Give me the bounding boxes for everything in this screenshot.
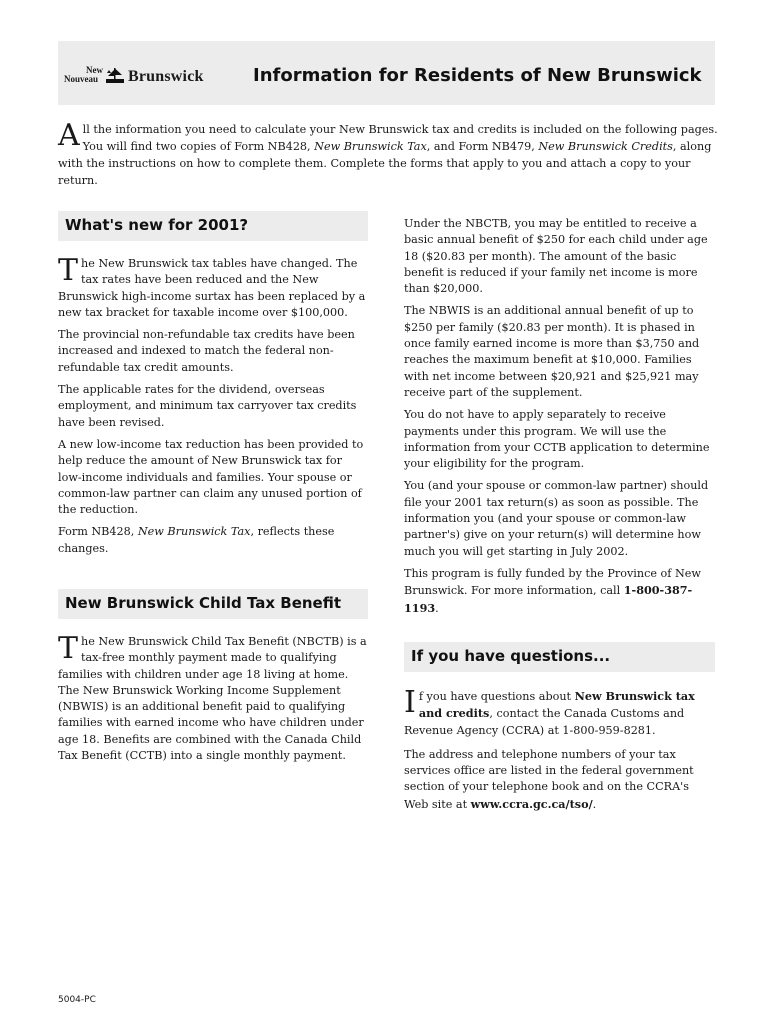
intro-form-name-2: New Brunswick Credits <box>538 140 673 153</box>
section-header-questions <box>404 642 715 672</box>
whats-new-paragraph-5 <box>58 524 368 557</box>
section-header-child-benefit <box>58 589 368 619</box>
questions-bold-topic: New Brunswick tax and credits <box>418 689 695 721</box>
intro-text-1: ll the information you need to calculate your New Brunswick tax and credits is included on the following pages. You will find two copies of Form NB428, <box>82 123 718 153</box>
intro-text-2: , and Form NB479, <box>426 140 539 153</box>
right-column-benefit-details <box>404 216 716 623</box>
benefit-phone-number: 1-800-387-1193 <box>404 583 693 615</box>
questions-section <box>404 685 716 819</box>
whats-new-paragraph-4: A new low-income tax reduction has been provided to help reduce the amount of New Brunswick tax for low-income individuals and families. Your spouse or common-law partner can claim any unused portion of the reduction. <box>58 437 364 517</box>
section-title-whats-new: What's new for 2001? <box>65 216 249 234</box>
benefit-paragraph-5 <box>404 566 716 617</box>
intro-form-name-1: New Brunswick Tax <box>314 140 427 153</box>
child-benefit-paragraph-1 <box>58 631 368 764</box>
intro-text-3: , along with the instructions on how to complete them. Complete the forms that apply to you and attach a copy to your return. <box>58 140 712 187</box>
questions-text-1a: f you have questions about <box>418 690 575 703</box>
whats-new-text-1: he New Brunswick tax tables have changed. The tax rates have been reduced and the New Brunswick high-income surtax has been replaced by a new tax bracket for taxable income over $100,000. <box>58 257 366 319</box>
logo-brunswick-text: Brunswick <box>128 68 204 85</box>
logo-new-text: New <box>86 65 103 75</box>
whats-new-form-name: New Brunswick Tax <box>137 525 251 539</box>
whats-new-paragraph-1 <box>58 253 368 321</box>
page-header <box>58 41 715 105</box>
ccra-website-link[interactable]: www.ccra.gc.ca/tso/ <box>470 796 593 811</box>
intro-paragraph <box>58 118 718 189</box>
whats-new-text-5b: , reflects these changes. <box>58 525 335 555</box>
child-benefit-section <box>58 631 368 770</box>
whats-new-text-5a: Form NB428, <box>58 525 138 539</box>
whats-new-paragraph-2: The provincial non-refundable tax credits have been increased and indexed to match the federal non-refundable tax credit amounts. <box>58 328 355 374</box>
questions-text-1b: , contact the Canada Customs and Revenue Agency (CCRA) at 1-800-959-8281. <box>404 707 685 737</box>
questions-paragraph-1 <box>404 685 716 739</box>
questions-text-2a: The address and telephone numbers of your tax services office are listed in the federal government section of your telephone book and on the CCRA's Web site at <box>404 747 694 811</box>
logo-nouveau-text: Nouveau <box>64 74 99 84</box>
child-benefit-dropcap: T <box>58 631 79 666</box>
child-benefit-text-1: he New Brunswick Child Tax Benefit (NBCTB) is a tax-free monthly payment made to qualifying families with children under age 18 living at home. The New Brunswick Working Income Supplement (NBWIS) is an additional benefit paid to qualifying families with earned income who have children under age 18. Benefits are combined with the Canada Child Tax Benefit (CCTB) into a single monthly payment. <box>58 635 367 763</box>
new-brunswick-logo <box>62 67 208 89</box>
intro-dropcap: A <box>58 118 80 153</box>
section-title-questions: If you have questions... <box>411 647 611 665</box>
ship-crest-icon <box>104 67 126 85</box>
benefit-paragraph-4: You (and your spouse or common-law partner) should file your 2001 tax return(s) as soon as possible. The information you (and your spouse or common-law partner's) give on your return(s) will determine how much you will get starting in July 2002. <box>404 479 709 558</box>
section-title-child-benefit: New Brunswick Child Tax Benefit <box>65 594 342 612</box>
whats-new-paragraph-3: The applicable rates for the dividend, overseas employment, and minimum tax carryover tax credits have been revised. <box>58 383 357 429</box>
whats-new-section <box>58 253 368 563</box>
benefit-paragraph-3: You do not have to apply separately to receive payments under this program. We will use the information from your CCTB application to determine your eligibility for the program. <box>404 408 710 471</box>
questions-text-2b: . <box>592 797 597 811</box>
benefit-paragraph-2: The NBWIS is an additional annual benefit of up to $250 per family ($20.83 per month). It is phased in once family earned income is more than $3,750 and reaches the maximum benefit at $10,000. Families with net income between $20,921 and $25,921 may receive part of the supplement. <box>404 304 700 399</box>
questions-paragraph-2 <box>404 747 716 813</box>
benefit-text-5: This program is fully funded by the Province of New Brunswick. For more information, call <box>404 566 701 598</box>
benefit-paragraph-1: Under the NBCTB, you may be entitled to receive a basic annual benefit of $250 for each child under age 18 ($20.83 per month). The amount of the basic benefit is reduced if your family net income is more than $20,000. <box>404 217 708 296</box>
benefit-text-5-end: . <box>435 601 439 615</box>
whats-new-dropcap: T <box>58 253 79 288</box>
page-title: Information for Residents of New Brunswick <box>253 65 702 86</box>
questions-dropcap: I <box>404 685 416 720</box>
form-code: 5004-PC <box>58 995 96 1005</box>
section-header-whats-new <box>58 211 368 241</box>
